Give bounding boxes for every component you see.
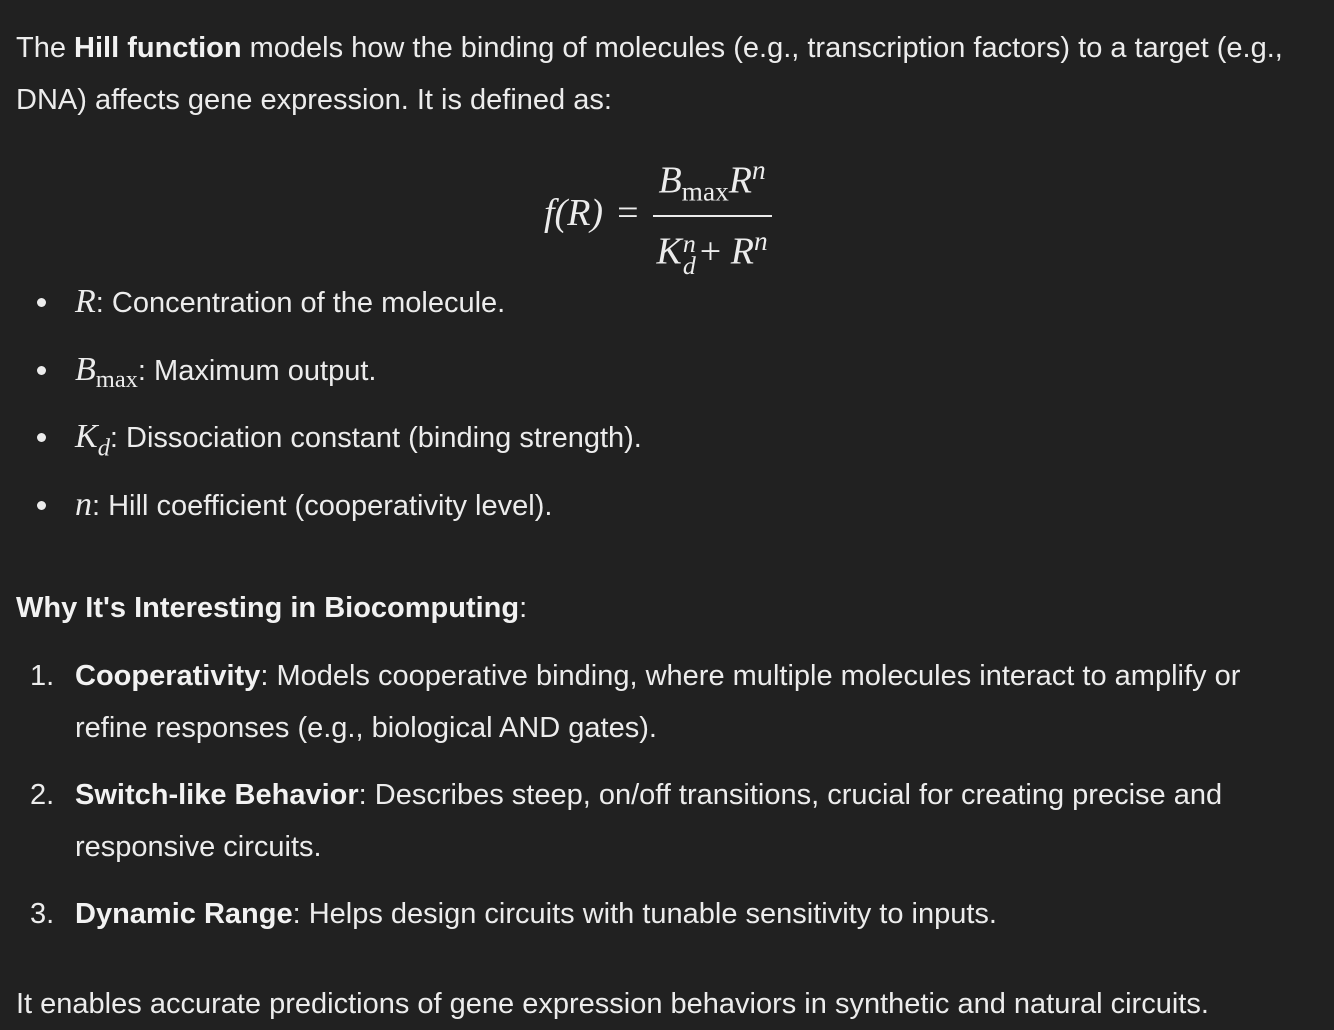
hill-equation <box>16 126 1316 280</box>
item-number: 1. <box>30 660 55 692</box>
item-term: Switch-like Behavior <box>75 779 359 811</box>
var-symbol: R <box>75 283 96 320</box>
list-item <box>16 411 1316 479</box>
reasons-list <box>16 650 1316 940</box>
var-symbol <box>75 418 110 462</box>
var-symbol-base: B <box>75 350 96 388</box>
num-b: B <box>658 159 682 202</box>
den-k: K <box>656 230 682 273</box>
var-symbol: n <box>75 485 92 523</box>
var-symbol-base: K <box>75 418 98 455</box>
item-term: Cooperativity <box>75 660 261 692</box>
den-k-sup: n <box>682 228 696 258</box>
num-r-sup: n <box>752 155 766 185</box>
var-desc: : Concentration of the molecule. <box>95 287 506 319</box>
equation-lhs: f(R) <box>544 192 604 235</box>
den-plus: + <box>699 230 722 273</box>
num-b-sub: max <box>681 176 729 207</box>
item-text: : Models cooperative binding, where multiple molecules interact to amplify or refine responses (e.g., biological AND gates). <box>75 660 1241 744</box>
intro-term: Hill function <box>74 32 242 64</box>
item-number: 2. <box>30 779 55 811</box>
var-symbol <box>75 350 138 393</box>
section-heading <box>16 582 1316 634</box>
list-item <box>16 888 1316 940</box>
list-item <box>16 479 1316 547</box>
variable-list <box>16 276 1316 546</box>
den-r-sup: n <box>753 225 768 256</box>
section-suffix: : <box>519 592 528 624</box>
list-item <box>16 769 1316 873</box>
item-text: : Describes steep, on/off transitions, crucial for creating precise and responsive circuits. <box>75 779 1223 863</box>
intro-prefix: The <box>16 32 75 64</box>
fraction-bar <box>653 215 772 217</box>
var-symbol-sub: d <box>97 434 110 462</box>
var-desc: : Maximum output. <box>137 354 377 387</box>
den-r: R <box>730 230 754 273</box>
item-text: : Helps design circuits with tunable sensitivity to inputs. <box>292 898 997 930</box>
var-desc: : Hill coefficient (cooperativity level). <box>92 489 553 522</box>
section-title: Why It's Interesting in Biocomputing <box>16 592 520 624</box>
item-number: 3. <box>30 898 55 930</box>
item-term: Dynamic Range <box>75 898 293 930</box>
list-item <box>16 276 1316 344</box>
intro-rest: models how the binding of molecules (e.g., transcription factors) to a target (e.g., DNA) affects gene expression. It is defined as: <box>16 32 1283 116</box>
num-r: R <box>728 159 752 202</box>
equation-fraction <box>653 150 772 280</box>
den-k-sub: d <box>682 250 696 280</box>
equation-equals: = <box>617 192 639 235</box>
equation-numerator <box>654 150 769 211</box>
var-desc: : Dissociation constant (binding strength). <box>109 422 642 454</box>
var-symbol-sub: max <box>95 365 138 393</box>
message-content <box>16 22 1316 1030</box>
list-item <box>16 344 1316 412</box>
equation-denominator <box>653 221 772 280</box>
list-item <box>16 650 1316 754</box>
intro-paragraph <box>16 22 1316 126</box>
closing-paragraph: It enables accurate predictions of gene expression behaviors in synthetic and natural circuits. <box>16 988 1209 1020</box>
den-k-subsup <box>682 228 696 280</box>
